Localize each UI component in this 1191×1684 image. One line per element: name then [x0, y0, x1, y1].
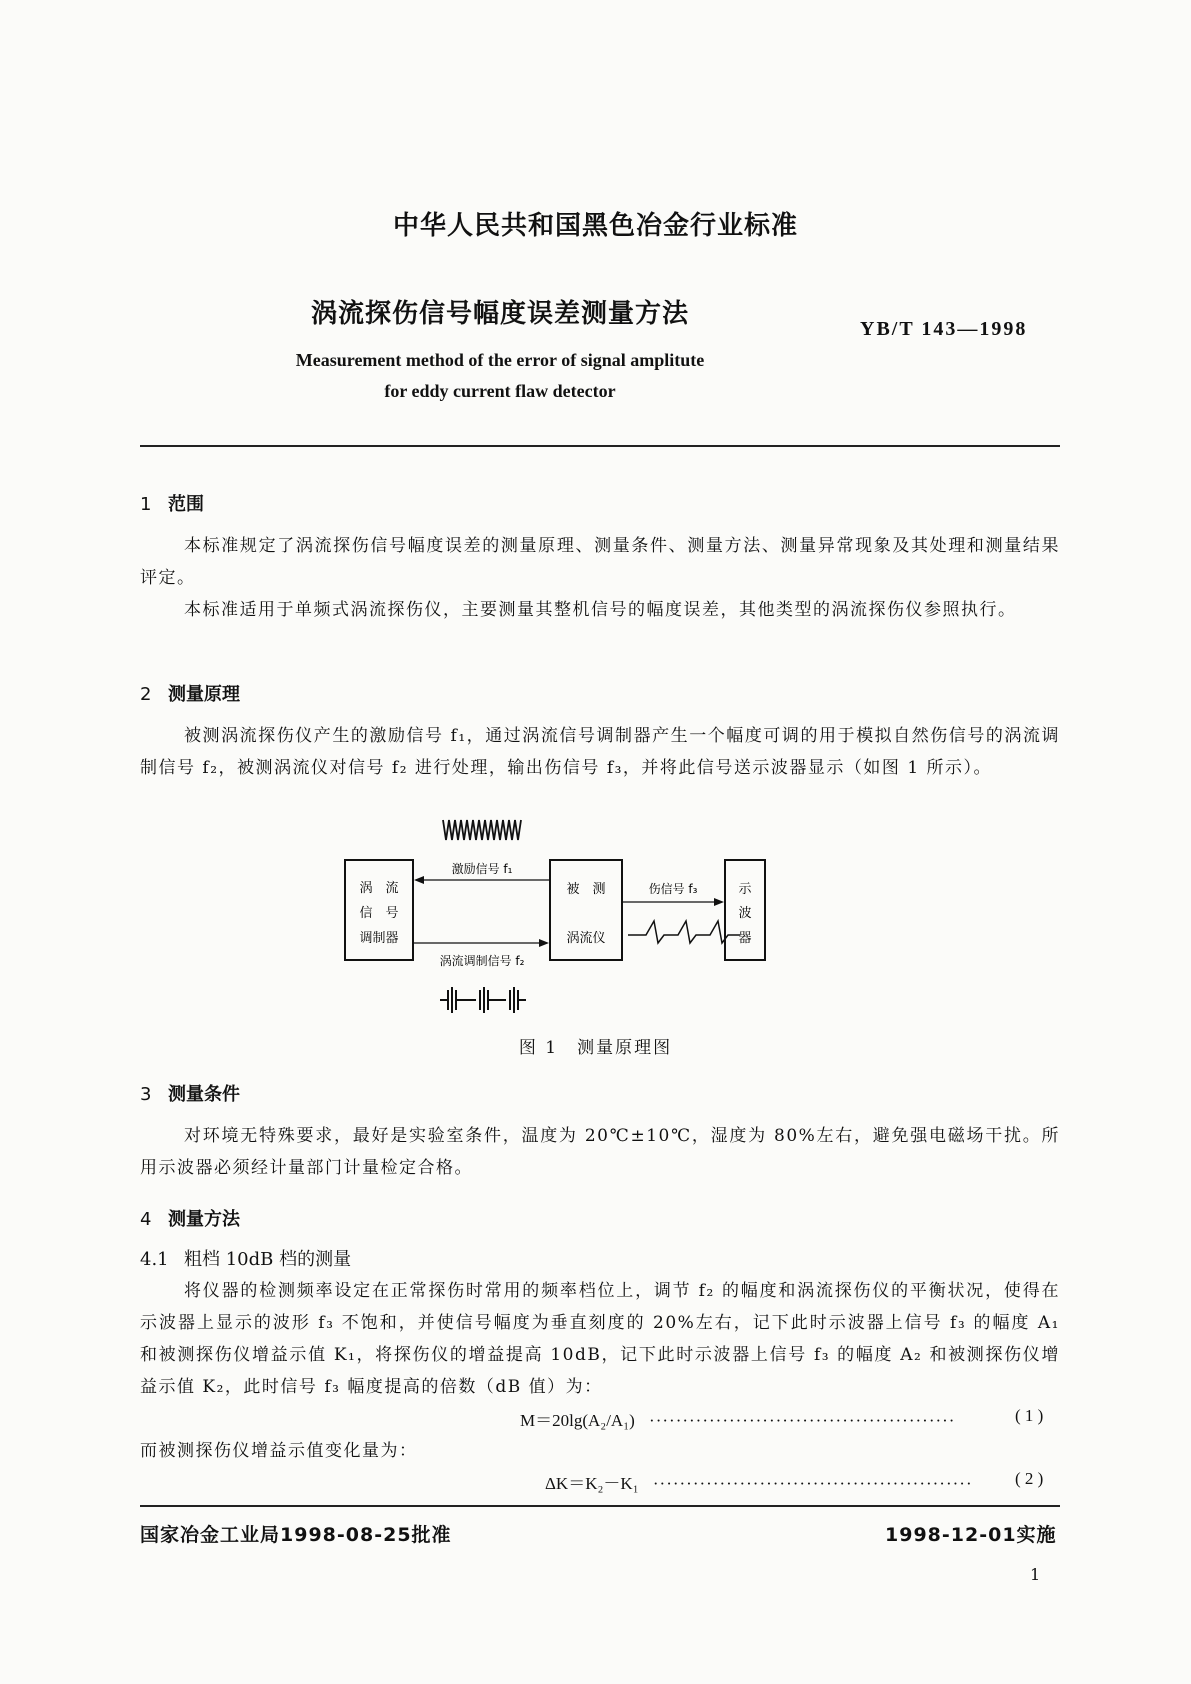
section-number: 4 [140, 1209, 152, 1230]
section-1-body [140, 530, 1060, 626]
section-title: 测量原理 [168, 684, 240, 705]
section-1-heading [140, 490, 204, 516]
paragraph: 本标准适用于单频式涡流探伤仪，主要测量其整机信号的幅度误差，其他类型的涡流探伤仪参照执行。 [184, 600, 1017, 620]
modulated-waveform-icon [440, 987, 526, 1013]
device-label-bottom: 涡流仪 [566, 931, 606, 946]
equation-expression: M＝20lg(A₂/A₁) [520, 1411, 635, 1430]
flaw-signal-label: 伤信号 f₃ [648, 882, 698, 896]
section-number: 3 [140, 1084, 152, 1105]
subsection-4-1-heading [140, 1245, 351, 1271]
section-4-body-2 [140, 1435, 1060, 1467]
document-title-en-line1: Measurement method of the error of signal amplitute [295, 350, 705, 370]
figure-1-diagram [340, 815, 860, 1020]
page-number: 1 [1030, 1565, 1041, 1584]
equation-1 [520, 1406, 955, 1431]
section-title: 测量方法 [168, 1209, 240, 1230]
subsection-title: 粗档 10dB 档的测量 [184, 1249, 352, 1270]
paragraph: 本标准规定了涡流探伤信号幅度误差的测量原理、测量条件、测量方法、测量异常现象及其处理和测量结果评定。 [140, 536, 1060, 588]
document-title-cn: 涡流探伤信号幅度误差测量方法 [310, 299, 689, 329]
section-title: 范围 [168, 494, 204, 515]
paragraph: 被测涡流探伤仪产生的激励信号 f₁，通过涡流信号调制器产生一个幅度可调的用于模拟自然伤信号的涡流调制信号 f₂，被测涡流仪对信号 f₂ 进行处理，输出伤信号 f₃，并将此信号送示波器显示（如图 1 所示）。 [140, 726, 1060, 778]
effective-date-line: 1998-12-01实施 [885, 1524, 1057, 1546]
industry-header: 中华人民共和国黑色冶金行业标准 [392, 211, 798, 241]
footer-rule [140, 1505, 1060, 1507]
paragraph: 将仪器的检测频率设定在正常探伤时常用的频率档位上，调节 f₂ 的幅度和涡流探伤仪的平衡状况，使得在示波器上显示的波形 f₃ 不饱和，并使信号幅度为垂直刻度的 20%左右，记下此时示波器上信号 f₃ 的幅度 A₁ 和被测探伤仪增益示值 K₁，将探伤仪的增益提高 10dB，记下此时示波器上信号 f₃ 的幅度 A₂ 和被测探伤仪增益示值 K₂，此时信号 f₃ 幅度提高的倍数（dB 值）为： [140, 1281, 1060, 1397]
subsection-number: 4.1 [140, 1249, 169, 1270]
leader-dots: ················································ [652, 1474, 973, 1493]
section-4-heading [140, 1205, 240, 1231]
header-rule [140, 445, 1060, 447]
section-number: 1 [140, 494, 152, 515]
arrowhead-icon [539, 939, 549, 947]
modulator-label-line1: 涡 流 [359, 881, 399, 896]
flaw-waveform-icon [628, 921, 740, 943]
equation-1-number: ( 1 ) [1015, 1406, 1044, 1425]
excite-waveform-icon [443, 820, 521, 840]
section-number: 2 [140, 684, 152, 705]
section-3-heading [140, 1080, 240, 1106]
standard-number: YB/T 143—1998 [860, 318, 1028, 340]
leader-dots: ·············································· [649, 1411, 956, 1430]
section-3-body [140, 1120, 1060, 1184]
excite-signal-label: 激励信号 f₁ [451, 862, 513, 876]
oscilloscope-label-2: 波 [738, 906, 752, 921]
section-2-body [140, 720, 1060, 784]
equation-2 [545, 1469, 973, 1494]
arrowhead-icon [714, 898, 724, 906]
section-title: 测量条件 [168, 1084, 240, 1105]
approval-line: 国家冶金工业局1998-08-25批准 [140, 1524, 452, 1546]
paragraph: 对环境无特殊要求，最好是实验室条件，温度为 20℃±10℃，湿度为 80%左右，避免强电磁场干扰。所用示波器必须经计量部门计量检定合格。 [140, 1126, 1060, 1178]
modulator-label-line3: 调制器 [359, 931, 399, 946]
document-title-en-line2: for eddy current flaw detector [384, 381, 616, 401]
section-4-body [140, 1275, 1060, 1403]
figure-1-caption: 图 1 测量原理图 [518, 1038, 673, 1058]
oscilloscope-label-1: 示 [738, 882, 752, 897]
modulator-label-line2: 信 号 [359, 906, 399, 921]
device-label-top: 被 测 [566, 882, 606, 897]
equation-expression: ΔK＝K₂－K₁ [545, 1474, 639, 1493]
modulation-signal-label: 涡流调制信号 f₂ [439, 954, 525, 968]
paragraph: 而被测探伤仪增益示值变化量为： [140, 1441, 418, 1461]
oscilloscope-label-3: 器 [738, 931, 752, 946]
arrowhead-icon [414, 876, 424, 884]
section-2-heading [140, 680, 240, 706]
equation-2-number: ( 2 ) [1015, 1469, 1044, 1488]
